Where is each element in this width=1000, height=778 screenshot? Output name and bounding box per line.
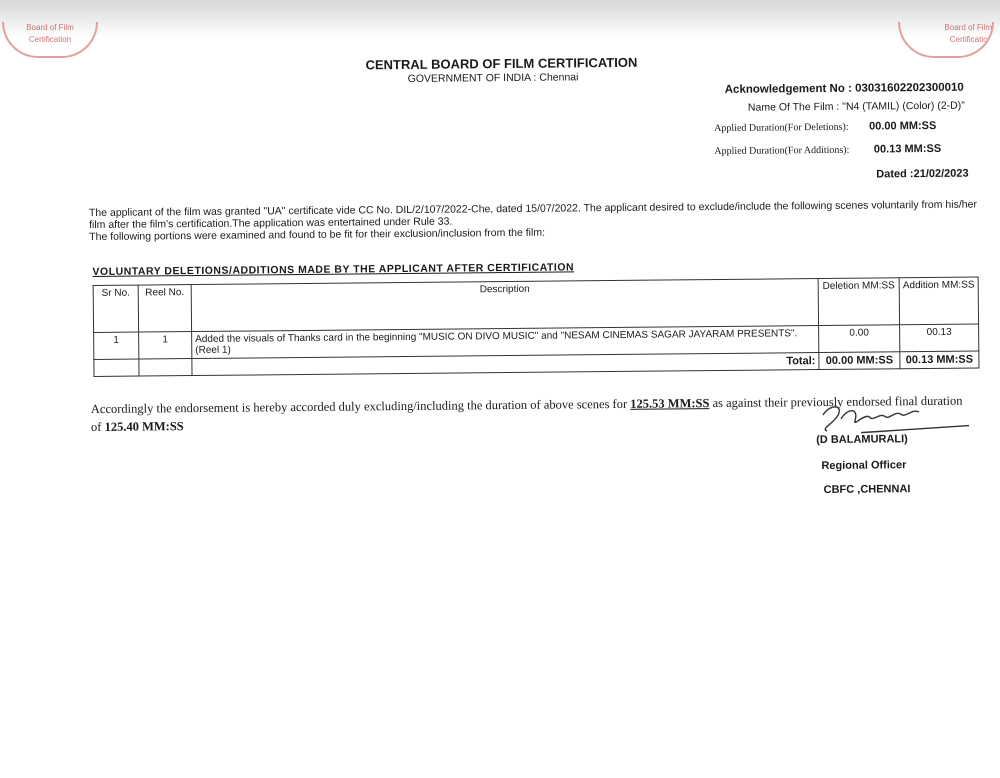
header-reel-no: Reel No. — [138, 285, 191, 333]
dated: Dated :21/02/2023 — [876, 167, 969, 181]
header-deletion: Deletion MM:SS — [818, 278, 899, 326]
intro-paragraph — [89, 198, 979, 243]
header-description: Description — [191, 279, 818, 332]
addition-duration-row — [714, 143, 941, 157]
signatory-name: (D BALAMURALI) — [816, 433, 908, 447]
section-heading: VOLUNTARY DELETIONS/ADDITIONS MADE BY THE APPLICANT AFTER CERTIFICATION — [92, 261, 575, 279]
row-sr-no: 1 — [94, 332, 139, 359]
endorsement-text-start: Accordingly the endorsement is hereby accorded duly excluding/including the duration of above scenes for — [90, 396, 631, 417]
deletion-duration-label: Applied Duration(For Deletions): — [714, 121, 849, 135]
addition-duration-label: Applied Duration(For Additions): — [714, 144, 850, 158]
intro-paragraph-2: The following portions were examined and found to be fit for their exclusion/inclusion from the film: — [89, 226, 546, 244]
table-header-row — [93, 277, 978, 332]
seal-text: Board of Film Certification — [944, 23, 992, 44]
row-addition: 00.13 — [900, 324, 979, 352]
seal-text: Board of Film Certification — [26, 23, 74, 44]
film-name: Name Of The Film : "N4 (TAMIL) (Color) (2-D)" — [747, 99, 966, 114]
previous-duration: 125.40 MM:SS — [104, 419, 184, 434]
total-deletion: 00.00 MM:SS — [819, 352, 900, 370]
row-reel-no: 1 — [139, 332, 192, 360]
total-label: Total: — [192, 353, 819, 376]
page-title: CENTRAL BOARD OF FILM CERTIFICATION — [365, 54, 638, 73]
new-duration: 125.53 MM:SS — [630, 396, 710, 411]
deletion-duration-row — [714, 120, 936, 134]
page-subtitle: GOVERNMENT OF INDIA : Chennai — [407, 71, 579, 85]
total-empty-cell — [139, 359, 192, 377]
signatory-designation: Regional Officer — [821, 459, 907, 473]
addition-duration-value: 00.13 MM:SS — [873, 142, 942, 156]
deletion-duration-value: 00.00 MM:SS — [869, 119, 937, 133]
row-description: Added the visuals of Thanks card in the beginning "MUSIC ON DIVO MUSIC" and "NESAM CINEMAS SAGAR JAYARAM PRESENTS". (Reel 1) — [192, 326, 819, 359]
total-addition: 00.13 MM:SS — [900, 351, 979, 369]
header-addition: Addition MM:SS — [899, 277, 978, 325]
endorsement-text-middle: as against their previously endorsed final duration of — [90, 393, 963, 435]
header-sr-no: Sr No. — [93, 285, 138, 332]
row-deletion: 0.00 — [819, 325, 900, 353]
deletions-additions-table — [93, 276, 980, 377]
signatory-office: CBFC ,CHENNAI — [823, 483, 911, 496]
intro-paragraph-1: The applicant of the film was granted "UA" certificate vide CC No. DIL/2/107/2022-Che, dated 15/07/2022. The applicant desired to exclude/include the following scenes voluntarily from his/her film after the film's certification.The application was entertained under Rule 33. — [88, 198, 977, 232]
acknowledgement-number: Acknowledgement No : 03031602202300010 — [724, 81, 964, 96]
total-empty-cell — [94, 359, 139, 376]
